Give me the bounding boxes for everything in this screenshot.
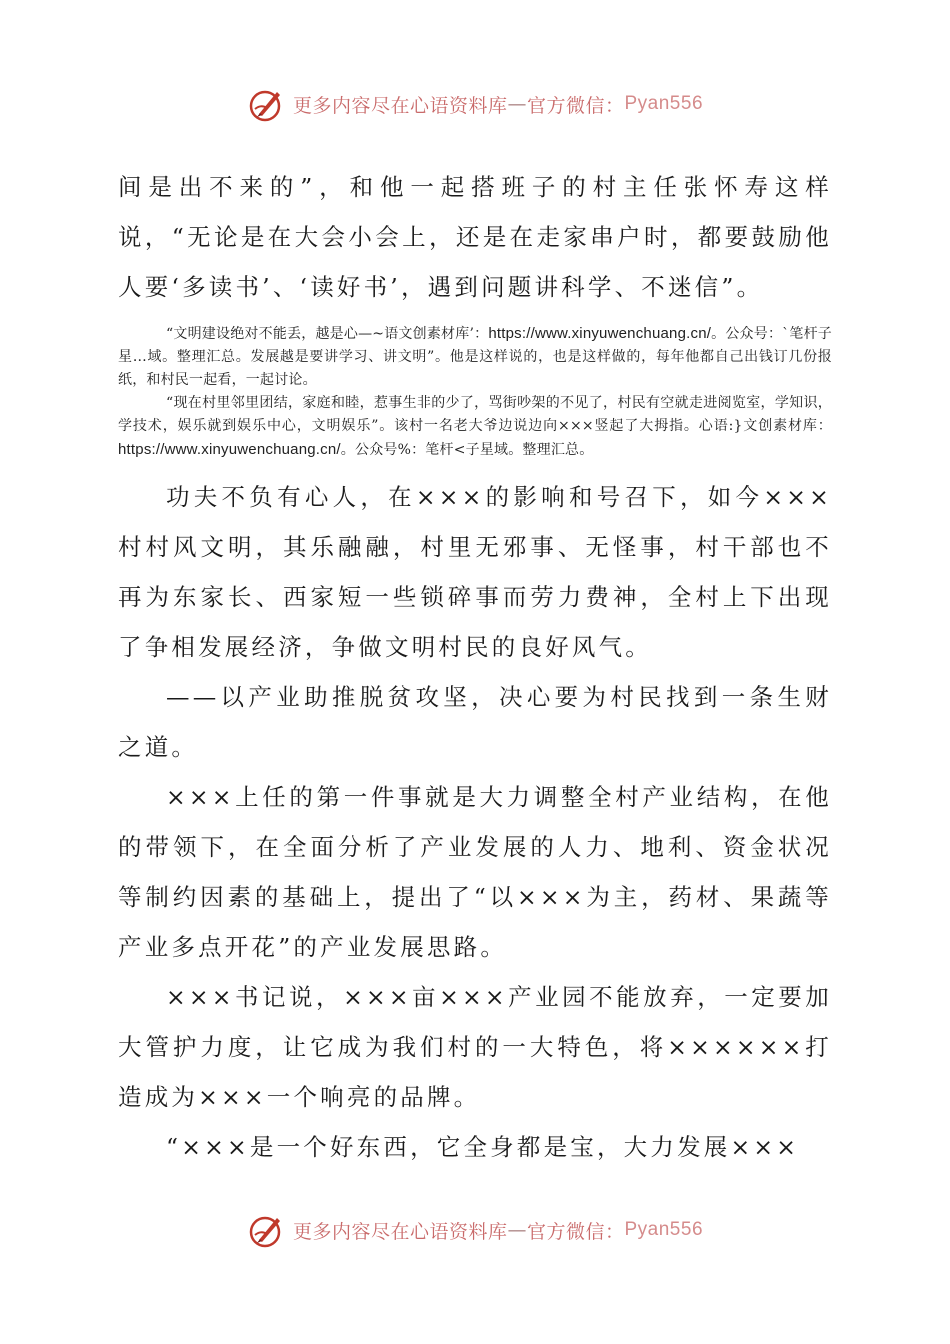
small-text-1a: “文明建设绝对不能丢，越是心—~语文创素材库’： <box>166 326 489 342</box>
footer-watermark-banner <box>0 1208 950 1252</box>
paragraph-6: “×××是一个好东西，它全身都是宝，大力发展××× <box>166 1133 800 1161</box>
small-paragraph-1 <box>118 322 832 392</box>
banner-wechat-id: Pyan556 <box>624 1219 704 1240</box>
source-link-1[interactable]: https://www.xinyuwenchuang.cn/ <box>488 325 712 342</box>
banner-text: 更多内容尽在心语资料库 <box>292 94 508 117</box>
small-text-1b: 。公众号：`笔杆子星…域。整理汇总。发展越是要讲学习、讲文明”。他是这样说的，也是这样做的，每年他都自己出钱订几份报纸，和村民一起看，一起讨论。 <box>118 326 832 388</box>
banner-text: 更多内容尽在心语资料库 <box>292 1220 508 1243</box>
banner-wechat-id: Pyan556 <box>624 93 704 114</box>
paragraph-1: 间是出不来的”，和他一起搭班子的村主任张怀寿这样说，“无论是在大会小会上，还是在走家串户时，都要鼓励他人要‘多读书’、‘读好书’，遇到问题讲科学、不迷信”。 <box>118 173 832 301</box>
paragraph-4: ×××上任的第一件事就是大力调整全村产业结构，在他的带领下，在全面分析了产业发展的人力、地利、资金状况等制约因素的基础上，提出了“以×××为主，药材、果蔬等产业多点开花”的产业发展思路。 <box>118 783 832 961</box>
banner-dash: — <box>507 93 527 115</box>
banner-contact: 官方微信： <box>526 1220 625 1243</box>
header-watermark-banner <box>0 82 950 126</box>
paragraph-5: ×××书记说，×××亩×××产业园不能放弃，一定要加大管护力度，让它成为我们村的一大特色，将××××××打造成为×××一个响亮的品牌。 <box>118 983 832 1111</box>
source-link-2[interactable]: https://www.xinyuwenchuang.cn/ <box>118 441 341 458</box>
paragraph-2: 功夫不负有心人，在×××的影响和号召下，如今×××村村风文明，其乐融融，村里无邪事、无怪事，村干部也不再为东家长、西家短一些锁碎事而劳力费神，全村上下出现了争相发展经济，争做文明村民的良好风气。 <box>118 483 832 661</box>
banner-dash: — <box>507 1219 527 1241</box>
small-print-block <box>118 322 832 462</box>
small-text-2b: 。公众号%：笔杆<子星域。整理汇总。 <box>340 442 594 458</box>
small-paragraph-2 <box>118 392 832 462</box>
banner-contact: 官方微信： <box>526 94 625 117</box>
quill-logo-icon <box>247 1210 287 1250</box>
small-text-2a: “现在村里邻里团结，家庭和睦，惹事生非的少了，骂街吵架的不见了，村民有空就走进阅览室，学知识，学技术，娱乐就到娱乐中心，文明娱乐”。该村一名老大爷边说边向×××竖起了大拇指。心语:}文创素材库： <box>118 395 832 434</box>
quill-logo-icon <box>247 84 287 124</box>
paragraph-3: ——以产业助推脱贫攻坚，决心要为村民找到一条生财之道。 <box>118 683 832 761</box>
document-body <box>118 162 832 1172</box>
